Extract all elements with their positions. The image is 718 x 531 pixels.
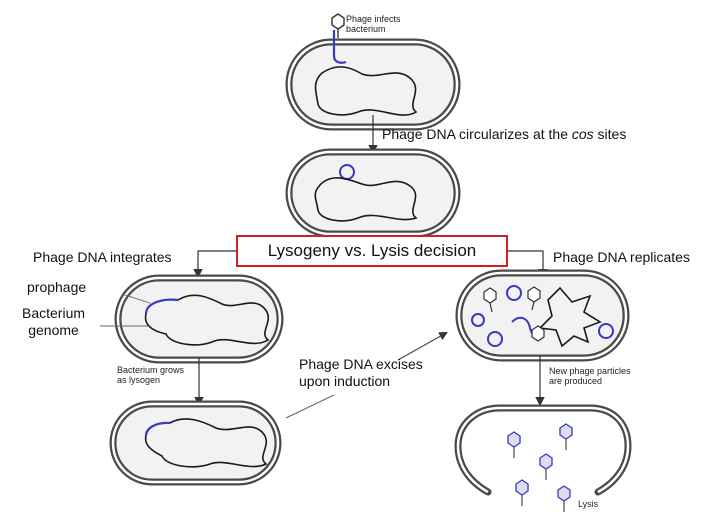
- label-lysis: Lysis: [578, 499, 599, 509]
- branch-left: [198, 251, 236, 276]
- label-text-italic: cos: [571, 126, 594, 142]
- phage-particle-icon: [560, 424, 572, 450]
- decision-box: Lysogeny vs. Lysis decision: [236, 235, 508, 267]
- cell-lysogen-grown: [113, 404, 278, 482]
- pointer-excision-left: [286, 395, 334, 418]
- cell-lysed: [458, 408, 628, 512]
- label-phage-infects: [346, 14, 401, 34]
- label-line: Phage DNA excises: [299, 356, 423, 372]
- label-circularizes: [382, 126, 626, 143]
- label-text: Phage DNA circularizes at the: [382, 126, 572, 142]
- label-grows-lysogen: [117, 365, 184, 385]
- label-line: Phage infects: [346, 14, 401, 24]
- phage-particle-icon: [508, 432, 520, 458]
- label-bacterium-genome: [22, 305, 85, 339]
- label-line: bacterium: [346, 24, 386, 34]
- label-line: are produced: [549, 376, 603, 386]
- cell-lysogen: [118, 278, 280, 360]
- phage-particle-icon: [558, 486, 570, 512]
- label-replicates: Phage DNA replicates: [553, 249, 690, 265]
- label-line: Bacterium: [22, 305, 86, 321]
- label-excises: [299, 356, 423, 390]
- phage-head-icon: [532, 326, 544, 341]
- cell-circularized: [289, 152, 457, 234]
- cell-replication: [459, 273, 626, 358]
- label-line: Bacterium grows: [117, 365, 185, 375]
- label-new-particles: [549, 366, 631, 386]
- phage-particle-icon: [516, 480, 528, 506]
- phage-particle-icon: [540, 454, 552, 480]
- label-text: sites: [593, 126, 627, 142]
- label-line: genome: [28, 322, 79, 338]
- label-integrates: Phage DNA integrates: [33, 249, 172, 265]
- label-line: New phage particles: [549, 366, 631, 376]
- label-prophage: prophage: [27, 279, 87, 295]
- label-line: as lysogen: [117, 375, 161, 385]
- label-line: upon induction: [299, 373, 391, 389]
